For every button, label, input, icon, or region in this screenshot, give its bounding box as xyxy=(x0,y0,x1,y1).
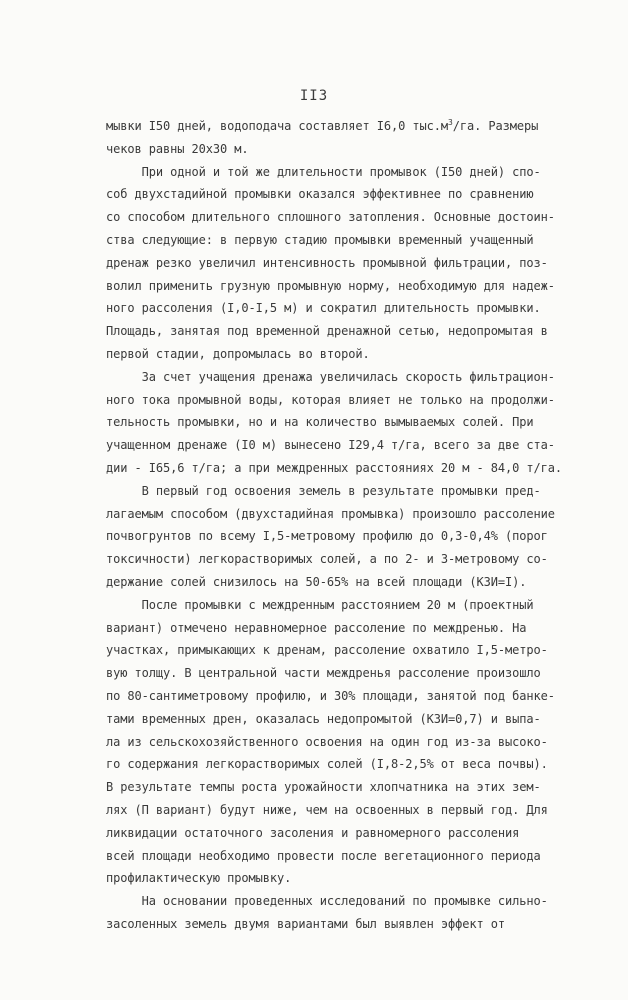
text-line: дренаж резко увеличил интенсивность промывной фильтрации, поз- xyxy=(106,255,548,270)
text-line: Площадь, занятая под временной дренажной сетью, недопромытая в xyxy=(106,324,548,339)
text-line: учащенном дренаже (I0 м) вынесено I29,4 т/га, всего за две ста- xyxy=(106,438,555,453)
text-line: держание солей снизилось на 50-65% на всей площади (КЗИ=I). xyxy=(106,574,527,589)
text-line: токсичности) легкорастворимых солей, а по 2- и 3-метровому со- xyxy=(106,552,548,567)
text-line: За счет учащения дренажа увеличилась скорость фильтрацион- xyxy=(106,369,555,384)
text-line: засоленных земель двумя вариантами был выявлен эффект от xyxy=(106,916,505,931)
text-line: соб двухстадийной промывки оказался эффективнее по сравнению xyxy=(106,187,534,202)
text-line: всей площади необходимо провести после вегетационного периода xyxy=(106,848,541,863)
text-line: ного тока промывной воды, которая влияет не только на продолжи- xyxy=(106,392,555,407)
text-line: ного рассоления (I,0-I,5 м) и сократил длительность промывки. xyxy=(106,301,541,316)
page-number: II3 xyxy=(299,88,329,104)
text-line: В первый год освоения земель в результате промывки пред- xyxy=(106,483,541,498)
text-line: На основании проведенных исследований по промывке сильно- xyxy=(106,894,548,909)
text-line: лагаемым способом (двухстадийная промывка) произошло рассоление xyxy=(106,506,555,521)
superscript: 3 xyxy=(447,118,453,127)
text-line: ликвидации остаточного засоления и равномерного рассоления xyxy=(106,825,520,840)
text-line: почвогрунтов по всему I,5-метровому профилю до 0,3-0,4% (порог xyxy=(106,529,548,544)
text-line: тами временных дрен, оказалась недопромытой (КЗИ=0,7) и выпа- xyxy=(106,711,541,726)
text-line: профилактическую промывку. xyxy=(106,871,292,886)
text-line: со способом длительного сплошного затопления. Основные достоин- xyxy=(106,210,555,225)
text-line: ла из сельскохозяйственного освоения на один год из-за высоко- xyxy=(106,734,548,749)
text-line: волил применить грузную промывную норму, необходимую для надеж- xyxy=(106,278,555,293)
text-line: го содержания легкорастворимых солей (I,8-2,5% от веса почвы). xyxy=(106,757,548,772)
text-line: ства следующие: в первую стадию промывки временный учащенный xyxy=(106,232,534,247)
text-line: первой стадии, допромылась во второй. xyxy=(106,346,370,361)
text-line: по 80-сантиметровому профилю, и 30% площади, занятой под банке- xyxy=(106,688,555,703)
text-line: вариант) отмечено неравномерное рассоление по междренью. На xyxy=(106,620,527,635)
text-line: При одной и той же длительности промывок (I50 дней) спо- xyxy=(106,164,541,179)
text-line: чеков равны 20х30 м. xyxy=(106,141,249,156)
text-line: В результате темпы роста урожайности хлопчатника на этих зем- xyxy=(106,780,541,795)
text-line: После промывки с междренным расстоянием 20 м (проектный xyxy=(106,597,534,612)
body-text xyxy=(106,115,576,936)
text-line: вую толщу. В центральной части междренья рассоление произошло xyxy=(106,666,541,681)
text-line: мывки I50 дней, водоподача составляет I6,0 $тыс.м^3/га$. Размеры xyxy=(106,118,539,133)
text-line: тельность промывки, но и на количество вымываемых солей. При xyxy=(106,415,534,430)
text-line: участках, примыкающих к дренам, рассоление охватило I,5-метро- xyxy=(106,643,548,658)
text-line: дии - I65,6 т/га; а при междренных расстояниях 20 м - 84,0 т/га. xyxy=(106,460,562,475)
text-line: лях (П вариант) будут ниже, чем на освоенных в первый год. Для xyxy=(106,802,548,817)
